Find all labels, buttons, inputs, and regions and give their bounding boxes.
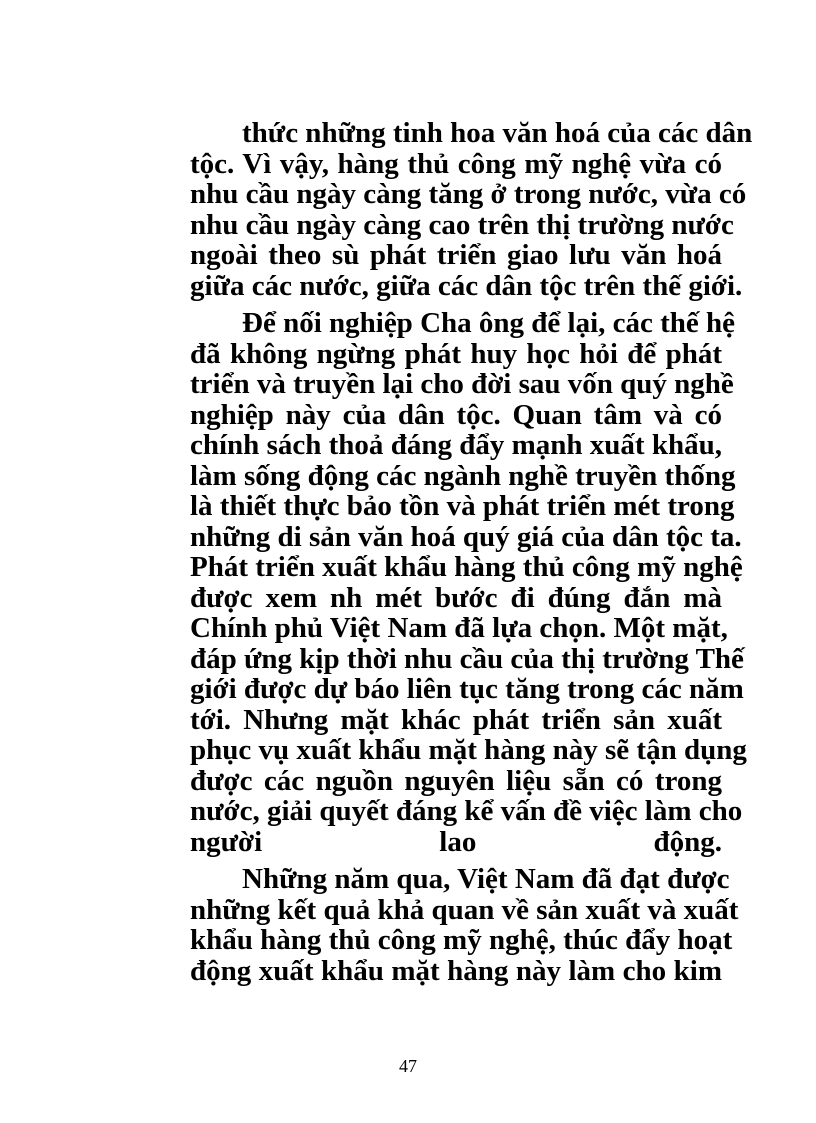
text-line: tới. Nhưng mặt khác phát triển sản xuất [190,703,722,736]
paragraph-1 [138,117,753,302]
text-line: khẩu hàng thủ công mỹ nghệ, thúc đẩy hoạt [190,924,733,956]
text-line: người lao động. [190,825,722,858]
text-line: được xem nh mét bước đi đúng đắn mà [190,581,722,614]
text-line: những kết quả khả quan về sản xuất và xuất [190,893,739,926]
text-line: đã không ngừng phát huy học hỏi để phát [190,337,722,370]
text-line: làm sống động các ngành nghề truyền thống [190,459,736,492]
text-line: Để nối nghiệp Cha ông để lại, các thế hệ [242,307,736,339]
text-line: Chính phủ Việt Nam đã lựa chọn. Một mặt, [190,612,728,644]
text-line: nghiệp này của dân tộc. Quan tâm và có [190,398,722,431]
text-line: là thiết thực bảo tồn và phát triển mét trong [190,490,735,522]
text-line: ngoài theo sù phát triển giao lưu văn hoá [190,239,722,271]
text-line: nước, giải quyết đáng kể vấn đề việc làm cho [190,795,743,827]
text-line: những di sản văn hoá quý giá của dân tộc ta. [190,520,742,553]
text-line: Phát triển xuất khẩu hàng thủ công mỹ nghệ [190,551,743,583]
text-line: giữa các nước, giữa các dân tộc trên thế giới. [190,269,743,302]
text-line: Những năm qua, Việt Nam đã đạt được [242,863,730,895]
text-line: tộc. Vì vậy, hàng thủ công mỹ nghệ vừa có [190,147,722,180]
text-line: đáp ứng kịp thời nhu cầu của thị trường Thế [190,642,744,675]
text-line: thức những tinh hoa văn hoá của các dân [242,117,753,149]
body-text [138,117,753,987]
text-line: phục vụ xuất khẩu mặt hàng này sẽ tận dụng [190,734,747,766]
page-number: 47 [399,1056,417,1076]
paragraph-2 [138,307,747,858]
text-line: chính sách thoả đáng đẩy mạnh xuất khẩu, [190,429,722,461]
text-line: nhu cầu ngày càng tăng ở trong nước, vừa có [190,178,747,210]
text-line: động xuất khẩu mặt hàng này làm cho kim [190,954,722,987]
text-line: triển và truyền lại cho đời sau vốn quý nghề [190,368,734,400]
text-line: được các nguồn nguyên liệu sẵn có trong [190,764,722,797]
text-line: nhu cầu ngày càng cao trên thị trường nước [190,208,734,241]
text-line: giới được dự báo liên tục tăng trong các năm [190,673,744,705]
paragraph-3 [138,863,739,987]
